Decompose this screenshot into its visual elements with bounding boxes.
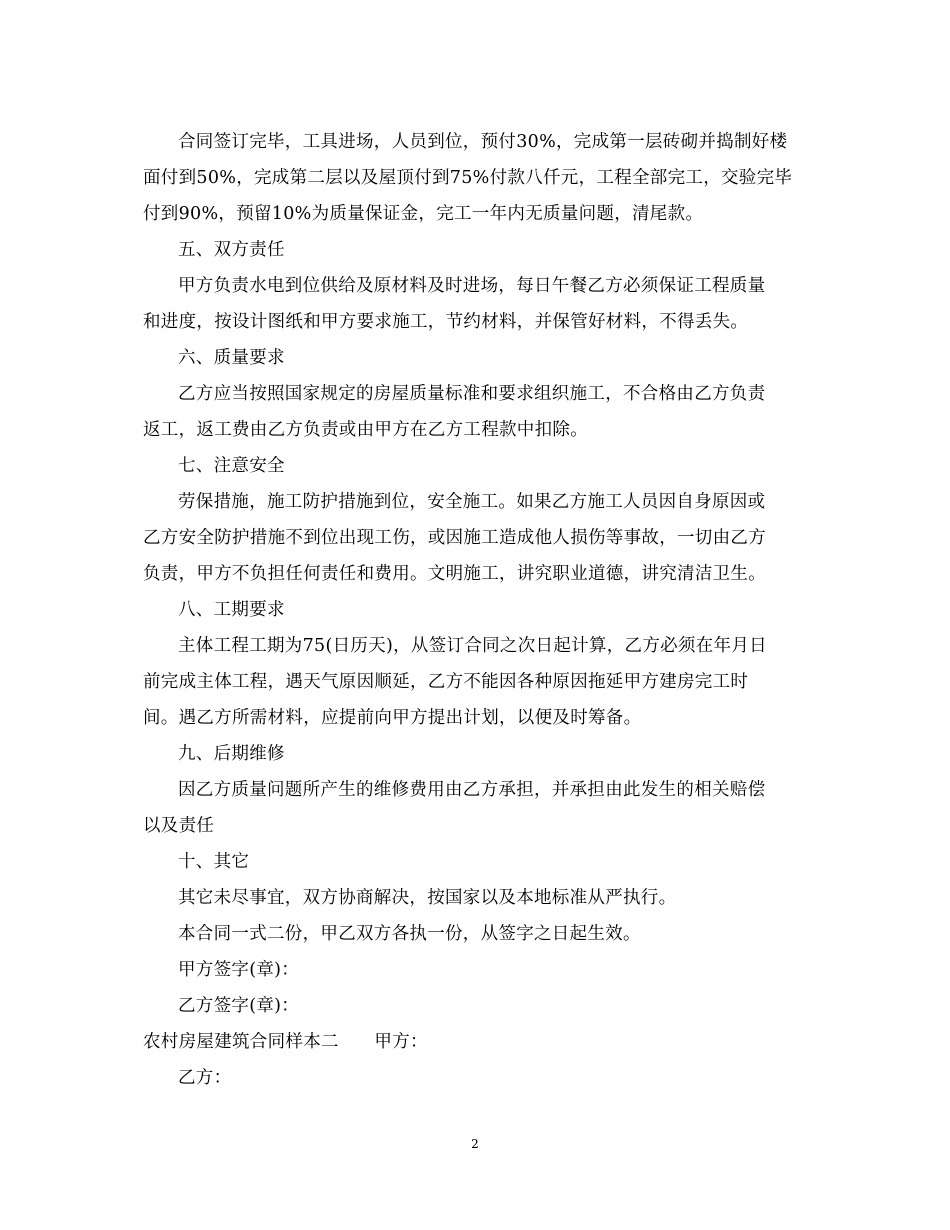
paragraph-line: 乙方应当按照国家规定的房屋质量标准和要求组织施工，不合格由乙方负责 — [178, 384, 766, 404]
paragraph-line: 甲方负责水电到位供给及原材料及时进场，每日午餐乙方必须保证工程质量 — [178, 276, 766, 296]
page-number: 2 — [471, 1137, 479, 1151]
paragraph-line: 付到90%，预留10%为质量保证金，完工一年内无质量问题，清尾款。 — [143, 204, 704, 224]
signature-party-a: 甲方签字(章)： — [178, 960, 300, 980]
paragraph-line: 主体工程工期为75(日历天)，从签订合同之次日起计算，乙方必须在年月日 — [178, 636, 767, 656]
paragraph-line: 本合同一式二份，甲乙双方各执一份，从签字之日起生效。 — [178, 924, 641, 944]
party-b-line: 乙方： — [178, 1068, 232, 1088]
paragraph-line: 前完成主体工程，遇天气原因顺延，乙方不能因各种原因拖延甲方建房完工时 — [143, 672, 749, 692]
section-heading: 六、质量要求 — [178, 348, 285, 368]
signature-party-b: 乙方签字(章)： — [178, 996, 300, 1016]
paragraph-line: 返工，返工费由乙方负责或由甲方在乙方工程款中扣除。 — [143, 420, 588, 440]
section-heading: 五、双方责任 — [178, 240, 285, 260]
paragraph-line: 以及责任 — [143, 816, 215, 836]
section-heading: 十、其它 — [178, 852, 250, 872]
paragraph-line: 乙方安全防护措施不到位出现工伤，或因施工造成他人损伤等事故，一切由乙方 — [143, 528, 766, 548]
section-heading: 八、工期要求 — [178, 600, 285, 620]
paragraph-line: 面付到50%，完成第二层以及屋顶付到75%付款八仟元，工程全部完工，交验完毕 — [143, 168, 793, 188]
paragraph-line: 合同签订完毕，工具进场，人员到位，预付30%，完成第一层砖砌并捣制好楼 — [178, 132, 788, 152]
paragraph-line: 间。遇乙方所需材料，应提前向甲方提出计划，以便及时筹备。 — [143, 708, 642, 728]
sample-title-line: 农村房屋建筑合同样本二 甲方： — [143, 1032, 428, 1052]
section-heading: 七、注意安全 — [178, 456, 285, 476]
paragraph-line: 其它未尽事宜，双方协商解决，按国家以及本地标准从严执行。 — [178, 888, 677, 908]
paragraph-line: 劳保措施，施工防护措施到位，安全施工。如果乙方施工人员因自身原因或 — [178, 492, 766, 512]
paragraph-line: 因乙方质量问题所产生的维修费用由乙方承担，并承担由此发生的相关赔偿 — [178, 780, 766, 800]
paragraph-line: 和进度，按设计图纸和甲方要求施工，节约材料，并保管好材料，不得丢失。 — [143, 312, 749, 332]
section-heading: 九、后期维修 — [178, 744, 285, 764]
paragraph-line: 负责，甲方不负担任何责任和费用。文明施工，讲究职业道德，讲究清洁卫生。 — [143, 564, 766, 584]
